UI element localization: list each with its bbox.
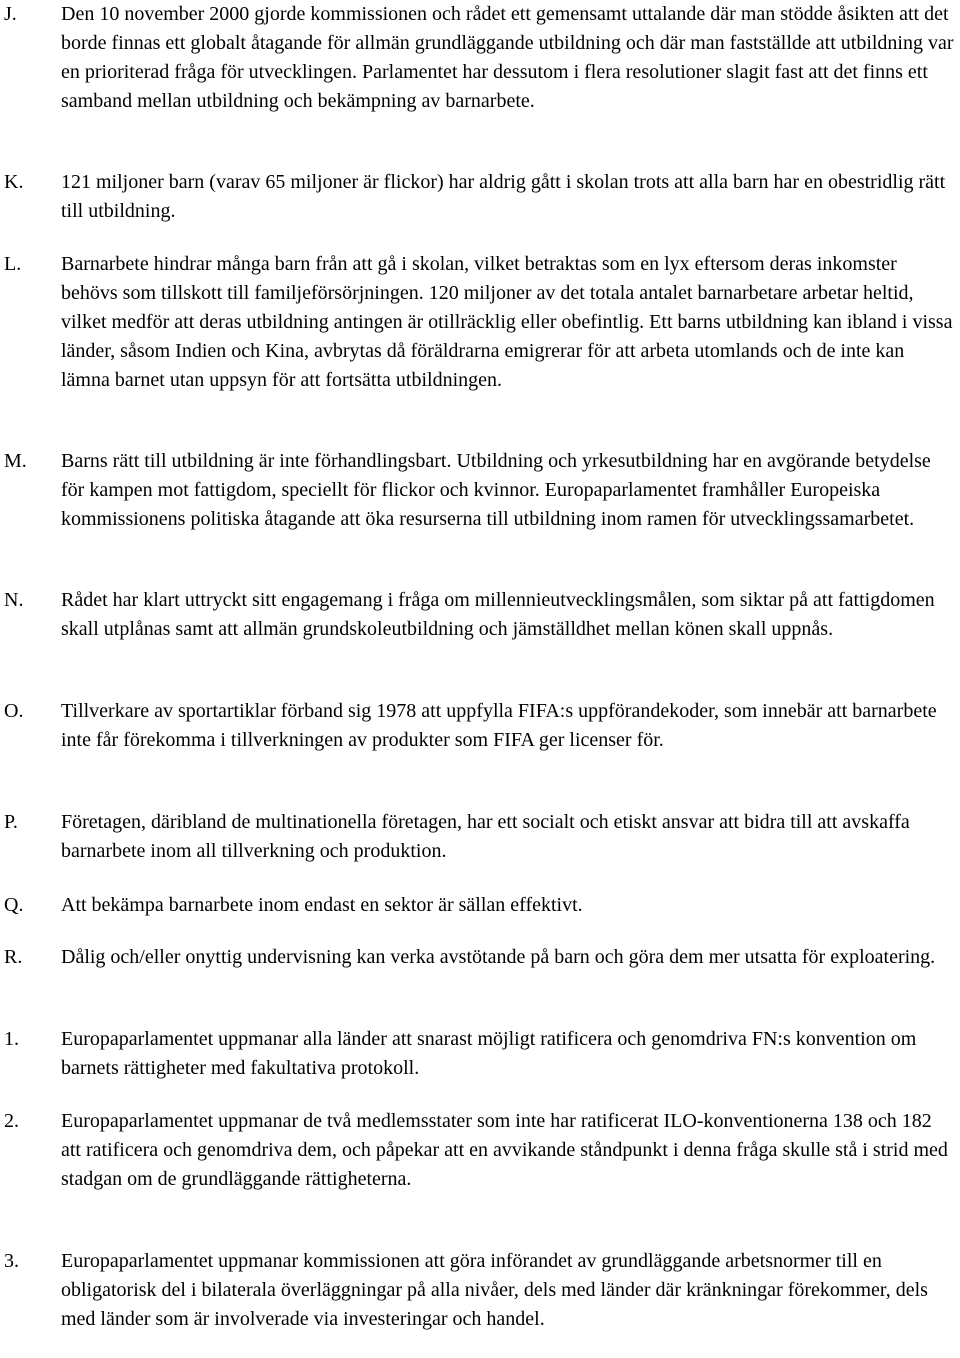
paragraph-label: 2. — [4, 1110, 19, 1132]
paragraph-text: Att bekämpa barnarbete inom endast en sektor är sällan effektivt. — [61, 894, 583, 916]
paragraph-label: L. — [4, 253, 22, 275]
paragraph-text: 121 miljoner barn (varav 65 miljoner är flickor) har aldrig gått i skolan trots att alla barn har en obestridlig rätt till utbildning. — [61, 171, 946, 222]
paragraph-text: Barnarbete hindrar många barn från att gå i skolan, vilket betraktas som en lyx eftersom deras inkomster behövs som tillskott till familjeförsörjningen. 120 miljoner av det totala antalet barnarbetare arbetar heltid, vilket medför att deras utbildning antingen är otillräcklig eller obefintlig. Ett barns utbildning kan ibland i vissa länder, såsom Indien och Kina, avbrytas då föräldrarna emigrerar för att arbeta utomlands och de inte kan lämna barnet utan uppsyn för att fortsätta utbildningen. — [61, 253, 953, 391]
paragraph-label: M. — [4, 450, 27, 472]
paragraph-text: Rådet har klart uttryckt sitt engagemang i fråga om millennieutvecklingsmålen, som siktar på att fattigdomen skall utplånas samt att allmän grundskoleutbildning och jämställdhet mellan könen skall uppnås. — [61, 589, 935, 640]
paragraph-label: N. — [4, 589, 24, 611]
paragraph-text: Europaparlamentet uppmanar alla länder att snarast möjligt ratificera och genomdriva FN:s konvention om barnets rättigheter med fakultativa protokoll. — [61, 1028, 917, 1079]
paragraph-label: P. — [4, 811, 18, 833]
paragraph-label: O. — [4, 700, 24, 722]
paragraph-text: Tillverkare av sportartiklar förband sig 1978 att uppfylla FIFA:s uppförandekoder, som innebär att barnarbete inte får förekomma i tillverkningen av produkter som FIFA ger licenser för. — [61, 700, 937, 751]
paragraph-label: Q. — [4, 894, 24, 916]
paragraph-label: K. — [4, 171, 24, 193]
paragraph-text: Dålig och/eller onyttig undervisning kan verka avstötande på barn och göra dem mer utsatta för exploatering. — [61, 946, 936, 968]
paragraph-text: Barns rätt till utbildning är inte förhandlingsbart. Utbildning och yrkesutbildning har en avgörande betydelse för kampen mot fattigdom, speciellt för flickor och kvinnor. Europaparlamentet framhåller Europeiska kommissionens politiska åtagande att öka resurserna till utbildning inom ramen för utvecklingssamarbetet. — [61, 450, 931, 530]
paragraph-label: 1. — [4, 1028, 19, 1050]
paragraph-label: J. — [4, 3, 17, 25]
paragraph-label: R. — [4, 946, 23, 968]
paragraph-text: Europaparlamentet uppmanar de två medlemsstater som inte har ratificerat ILO-konventionerna 138 och 182 att ratificera och genomdriva dem, och påpekar att en avvikande ståndpunkt i denna fråga skulle stå i strid med stadgan om de grundläggande rättigheterna. — [61, 1110, 948, 1190]
paragraph-label: 3. — [4, 1250, 19, 1272]
paragraph-text: Europaparlamentet uppmanar kommissionen att göra införandet av grundläggande arbetsnormer till en obligatorisk del i bilaterala överläggningar på alla nivåer, dels med länder där kränkningar förekommer, dels med länder som är involverade via investeringar och handel. — [61, 1250, 928, 1330]
paragraph-text: Den 10 november 2000 gjorde kommissionen och rådet ett gemensamt uttalande där man stödde åsikten att det borde finnas ett globalt åtagande för allmän grundläggande utbildning och där man fastställde att utbildning var en prioriterad fråga för utvecklingen. Parlamentet har dessutom i flera resolutioner slagit fast att det finns ett samband mellan utbildning och bekämpning av barnarbete. — [61, 3, 954, 112]
paragraph-text: Företagen, däribland de multinationella företagen, har ett socialt och etiskt ansvar att bidra till att avskaffa barnarbete inom all tillverkning och produktion. — [61, 811, 910, 862]
